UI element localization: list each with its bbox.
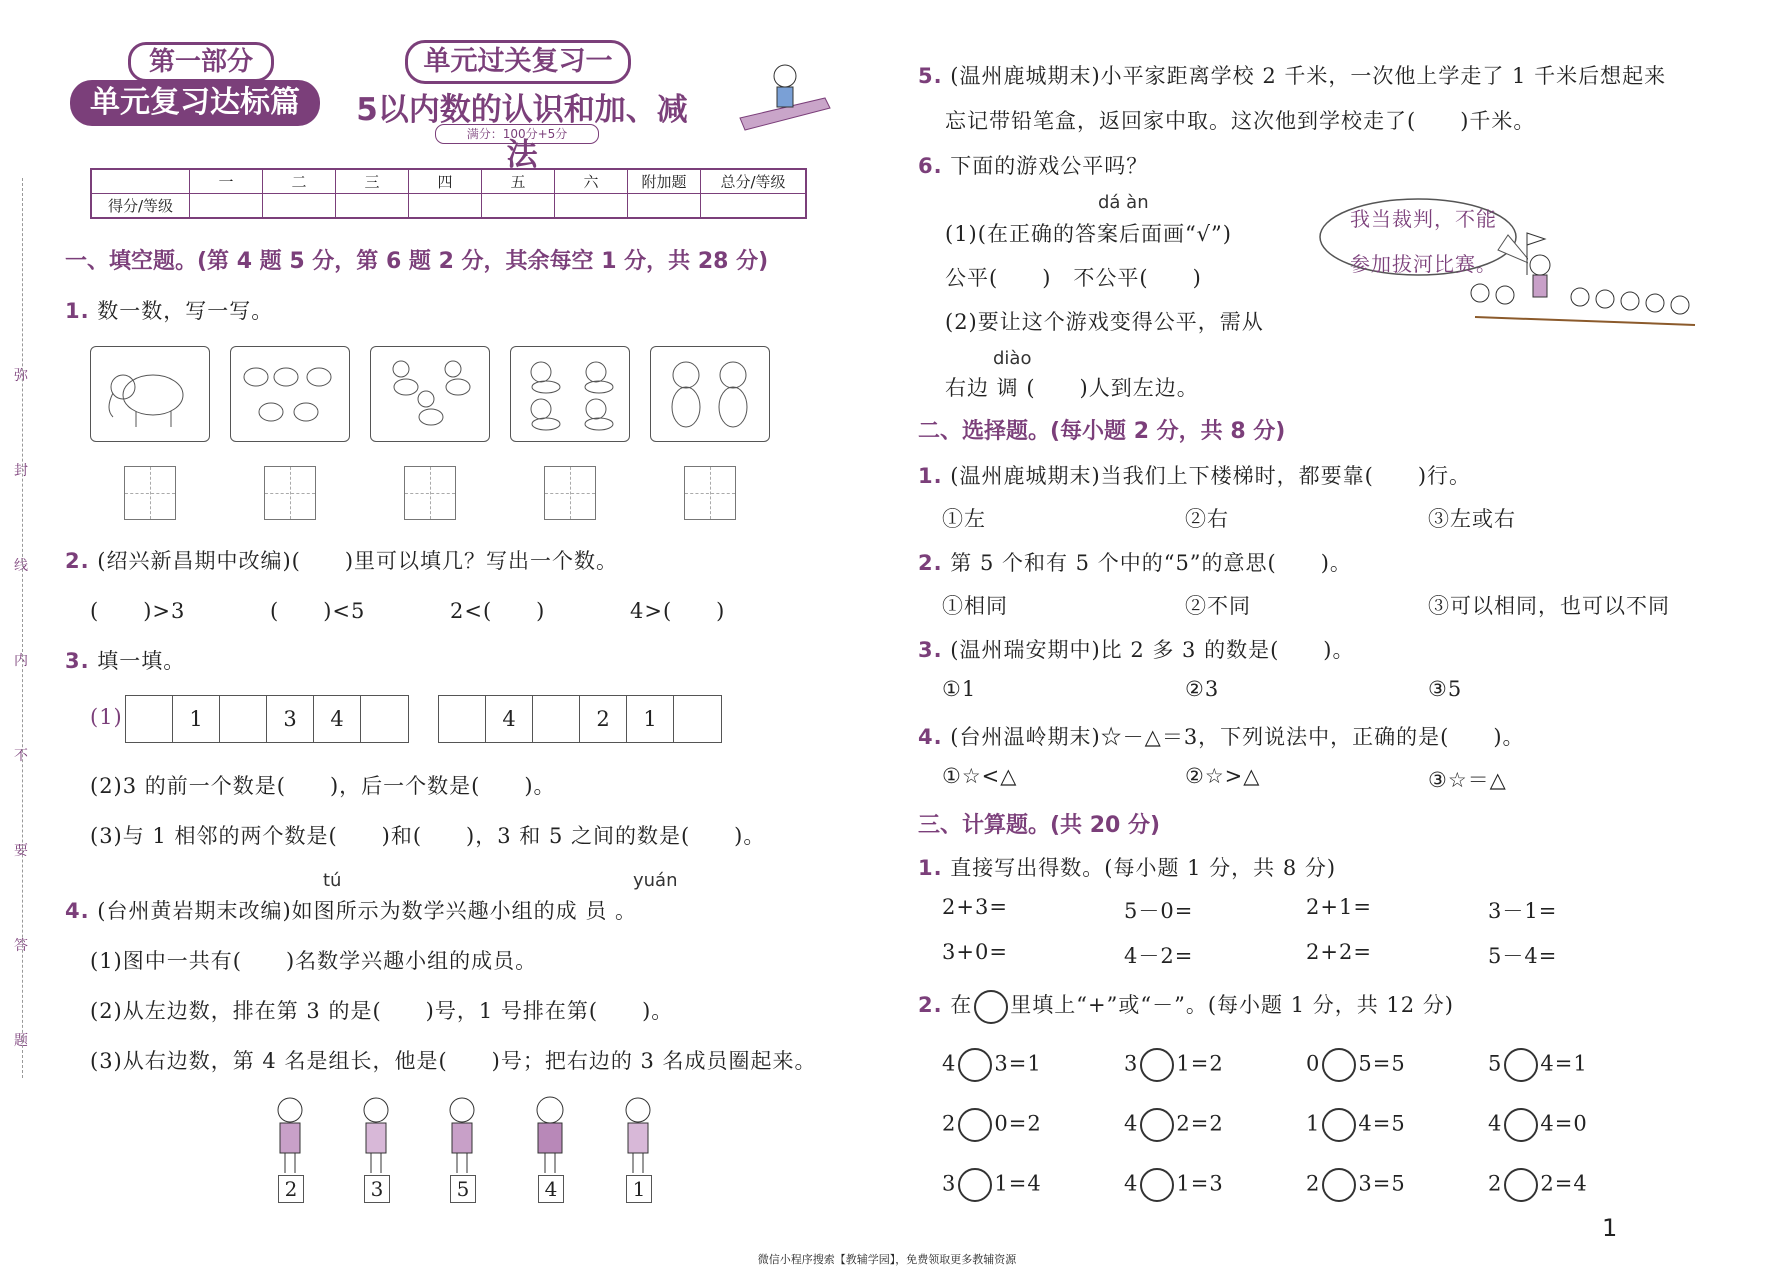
write-box[interactable]: [124, 466, 176, 520]
sidebar-char: 答: [14, 938, 28, 954]
circle-blank-icon[interactable]: [1140, 1168, 1174, 1202]
strip-cell[interactable]: [126, 696, 173, 742]
circle-blank-icon[interactable]: [1140, 1048, 1174, 1082]
question: [918, 852, 1336, 882]
question-text: 忘记带铅笔盒，返回家中取。这次他到学校走了( )千米。: [945, 109, 1536, 133]
question-text: 数一数，写一写。: [97, 299, 274, 323]
pinyin: yuán: [633, 870, 678, 891]
option[interactable]: ①☆<△: [942, 764, 1018, 788]
question: [918, 460, 1471, 490]
operator-item[interactable]: 2 2=4: [1488, 1168, 1588, 1202]
arithmetic-item[interactable]: 2+1=: [1306, 895, 1372, 919]
picture-box: [510, 346, 630, 442]
circle-blank-icon[interactable]: [1322, 1108, 1356, 1142]
operator-item[interactable]: 4 1=3: [1124, 1168, 1224, 1202]
question-text: 直接写出得数。(每小题 1 分，共 8 分): [950, 856, 1337, 880]
picture-box: [650, 346, 770, 442]
question: [918, 634, 1354, 664]
question-text: 填一填。: [97, 649, 186, 673]
option[interactable]: ①左: [942, 507, 986, 531]
part-title: 单元复习达标篇: [70, 80, 320, 126]
strip-cell[interactable]: [220, 696, 267, 742]
sidebar-char: 不: [14, 748, 28, 764]
operator-item[interactable]: 1 4=5: [1306, 1108, 1406, 1142]
score-col: 五: [482, 169, 555, 194]
sub-question: (1)(在正确的答案后面画“√”): [945, 222, 1232, 246]
student-icon: [618, 1095, 658, 1175]
section-2-title: 二、选择题。(每小题 2 分，共 8 分): [918, 419, 1286, 444]
pinyin: diào: [993, 348, 1032, 369]
circle-blank-icon: [974, 990, 1008, 1024]
sidebar-char: 要: [14, 843, 28, 859]
operator-item[interactable]: 3 1=4: [942, 1168, 1042, 1202]
arithmetic-item[interactable]: 4－2=: [1124, 944, 1194, 968]
question-text: (温州鹿城期末)小平家距离学校 2 千米，一次他上学走了 1 千米后想起来: [950, 64, 1667, 88]
operator-item[interactable]: 2 0=2: [942, 1108, 1042, 1142]
score-cell[interactable]: [555, 194, 628, 219]
sidebar-char: 内: [14, 653, 28, 669]
page-number: 1: [1602, 1214, 1618, 1242]
question: [65, 645, 185, 675]
tug-of-war-icon: [1465, 225, 1705, 345]
strip-cell[interactable]: 3: [267, 696, 314, 742]
question-text: (台州黄岩期末改编)如图所示为数学兴趣小组的成 员 。: [97, 899, 638, 923]
strip-cell[interactable]: 2: [580, 696, 627, 742]
option[interactable]: ③5: [1428, 677, 1463, 701]
unit-title: 5以内数的认识和加、减法: [356, 92, 688, 173]
arithmetic-item[interactable]: 3－1=: [1488, 899, 1558, 923]
part-badge: 第一部分: [128, 42, 274, 82]
write-box[interactable]: [404, 466, 456, 520]
sub-label: (1): [90, 705, 123, 729]
operator-item[interactable]: 5 4=1: [1488, 1048, 1588, 1082]
question-text: (台州温岭期末)☆－△＝3，下列说法中，正确的是( )。: [950, 725, 1525, 749]
question: [918, 721, 1525, 751]
number-strip: [125, 695, 409, 743]
full-score: 满分：100分+5分: [435, 124, 599, 144]
score-cell[interactable]: [263, 194, 336, 219]
unit-badge: 单元过关复习一: [405, 40, 631, 84]
operator-item[interactable]: 4 2=2: [1124, 1108, 1224, 1142]
arithmetic-item[interactable]: 3+0=: [942, 940, 1008, 964]
question-number: 2.: [918, 551, 943, 575]
sub-question: 右边 调 ( )人到左边。: [945, 376, 1199, 400]
option[interactable]: ②☆>△: [1185, 764, 1261, 788]
student-number: 2: [278, 1175, 304, 1203]
answer-item[interactable]: 公平( ) 不公平( ): [945, 266, 1202, 290]
score-cell[interactable]: [628, 194, 701, 219]
arithmetic-item[interactable]: 5－4=: [1488, 944, 1558, 968]
sidebar-char: 线: [14, 558, 28, 574]
strip-cell[interactable]: 4: [314, 696, 361, 742]
strip-cell[interactable]: [439, 696, 486, 742]
question-text: (绍兴新昌期中改编)( )里可以填几？写出一个数。: [97, 549, 619, 573]
section-1-title: 一、填空题。(第 4 题 5 分，第 6 题 2 分，其余每空 1 分，共 28 分): [65, 249, 769, 274]
question: [918, 60, 1666, 90]
option[interactable]: ②右: [1185, 507, 1229, 531]
operator-item[interactable]: 2 3=5: [1306, 1168, 1406, 1202]
operator-item[interactable]: 4 4=0: [1488, 1108, 1588, 1142]
question-number: 6.: [918, 154, 943, 178]
question-number: 5.: [918, 64, 943, 88]
sub-question: (2)3 的前一个数是( )，后一个数是( )。: [90, 774, 556, 798]
question-number: 2.: [65, 549, 90, 573]
score-col: 三: [336, 169, 409, 194]
circle-blank-icon[interactable]: [1504, 1048, 1538, 1082]
student-number: 4: [538, 1175, 564, 1203]
question-number: 1.: [65, 299, 90, 323]
question: [65, 895, 637, 925]
sub-question: (3)从右边数，第 4 名是组长，他是( )号；把右边的 3 名成员圈起来。: [90, 1049, 817, 1073]
number-strip: [438, 695, 722, 743]
question: [918, 547, 1352, 577]
cat-icon: [511, 347, 629, 441]
write-box[interactable]: [264, 466, 316, 520]
duck-icon: [371, 347, 489, 441]
strip-cell[interactable]: [361, 696, 408, 742]
picture-box: [370, 346, 490, 442]
answer-item[interactable]: 2<( ): [450, 599, 546, 623]
score-cell[interactable]: [409, 194, 482, 219]
sub-question: (2)要让这个游戏变得公平，需从: [945, 310, 1264, 334]
student-icon: [530, 1095, 570, 1175]
picture-box: [90, 346, 210, 442]
student-number: 5: [450, 1175, 476, 1203]
operator-item[interactable]: 0 5=5: [1306, 1048, 1406, 1082]
arithmetic-item[interactable]: 2+3=: [942, 895, 1008, 919]
circle-blank-icon[interactable]: [958, 1168, 992, 1202]
operator-item[interactable]: 4 3=1: [942, 1048, 1042, 1082]
circle-blank-icon[interactable]: [1504, 1108, 1538, 1142]
score-col: 一: [190, 169, 263, 194]
option[interactable]: ③☆＝△: [1428, 768, 1507, 792]
score-col: 二: [263, 169, 336, 194]
score-table: [90, 168, 807, 219]
arithmetic-item[interactable]: 5－0=: [1124, 899, 1194, 923]
question: [918, 989, 1454, 1024]
score-cell[interactable]: [701, 194, 807, 219]
footer-note: 微信小程序搜索【教辅学园】，免费领取更多教辅资源: [757, 1253, 1017, 1266]
sub-question: (1)图中一共有( )名数学兴趣小组的成员。: [90, 949, 538, 973]
write-box[interactable]: [544, 466, 596, 520]
operator-item[interactable]: 3 1=2: [1124, 1048, 1224, 1082]
circle-blank-icon[interactable]: [1322, 1048, 1356, 1082]
question-number: 4.: [65, 899, 90, 923]
score-col: 附加题: [628, 169, 701, 194]
student-icon: [356, 1095, 396, 1175]
option[interactable]: ③左或右: [1428, 507, 1516, 531]
answer-item[interactable]: 4>( ): [630, 599, 726, 623]
question-text: 里填上“+”或“－”。(每小题 1 分，共 12 分): [1010, 993, 1454, 1017]
sidebar-char: 题: [14, 1033, 28, 1049]
question: [918, 150, 1148, 180]
score-cell[interactable]: [190, 194, 263, 219]
option[interactable]: ①相同: [942, 594, 1008, 618]
strip-cell[interactable]: [674, 696, 721, 742]
question-text: 第 5 个和有 5 个中的“5”的意思( )。: [950, 551, 1352, 575]
option[interactable]: ①1: [942, 677, 977, 701]
question-text: (温州鹿城期末)当我们上下楼梯时，都要靠( )行。: [950, 464, 1472, 488]
strip-cell[interactable]: [533, 696, 580, 742]
circle-blank-icon[interactable]: [1504, 1168, 1538, 1202]
sheep-icon: [231, 347, 349, 441]
strip-cell[interactable]: 1: [173, 696, 220, 742]
bubble-text: 参加拔河比赛。: [1350, 252, 1497, 276]
student-icon: [270, 1095, 310, 1175]
picture-box: [230, 346, 350, 442]
arithmetic-item[interactable]: 2+2=: [1306, 940, 1372, 964]
answer-item[interactable]: ( )<5: [270, 599, 366, 623]
question-number: 3.: [918, 638, 943, 662]
sidebar-char: 封: [14, 463, 28, 479]
circle-blank-icon[interactable]: [1322, 1168, 1356, 1202]
question: [65, 295, 273, 325]
circle-blank-icon[interactable]: [958, 1108, 992, 1142]
sidebar-char: 弥: [14, 368, 28, 384]
question-number: 2.: [918, 993, 943, 1017]
option[interactable]: ②3: [1185, 677, 1220, 701]
circle-blank-icon[interactable]: [1140, 1108, 1174, 1142]
strip-cell[interactable]: 4: [486, 696, 533, 742]
question-number: 1.: [918, 464, 943, 488]
elephant-icon: [91, 347, 209, 441]
sub-question: (2)从左边数，排在第 3 的是( )号，1 号排在第( )。: [90, 999, 674, 1023]
student-number: 1: [626, 1175, 652, 1203]
student-icon: [442, 1095, 482, 1175]
binding-line: [22, 178, 23, 1078]
question-text: 下面的游戏公平吗？: [950, 154, 1149, 178]
pinyin: tú: [323, 870, 342, 891]
answer-item[interactable]: ( )>3: [90, 599, 186, 623]
sub-question: (3)与 1 相邻的两个数是( )和( )，3 和 5 之间的数是( )。: [90, 824, 766, 848]
question-number: 3.: [65, 649, 90, 673]
option[interactable]: ③可以相同，也可以不同: [1428, 594, 1670, 618]
question-number: 4.: [918, 725, 943, 749]
boy-on-pencil-icon: [735, 58, 835, 133]
question-text: 在: [950, 993, 973, 1017]
bubble-text: 我当裁判，不能: [1350, 207, 1497, 231]
score-cell[interactable]: [482, 194, 555, 219]
section-3-title: 三、计算题。(共 20 分): [918, 813, 1161, 838]
question: [65, 545, 618, 575]
monkey-icon: [651, 347, 769, 441]
student-number: 3: [364, 1175, 390, 1203]
circle-blank-icon[interactable]: [958, 1048, 992, 1082]
score-col: 六: [555, 169, 628, 194]
write-box[interactable]: [684, 466, 736, 520]
score-row-label: 得分/等级: [91, 194, 190, 219]
question-number: 1.: [918, 856, 943, 880]
score-cell[interactable]: [336, 194, 409, 219]
pinyin: dá àn: [1098, 192, 1149, 213]
score-col: 四: [409, 169, 482, 194]
strip-cell[interactable]: 1: [627, 696, 674, 742]
option[interactable]: ②不同: [1185, 594, 1251, 618]
question-text: (温州瑞安期中)比 2 多 3 的数是( )。: [950, 638, 1355, 662]
score-col: 总分/等级: [701, 169, 807, 194]
